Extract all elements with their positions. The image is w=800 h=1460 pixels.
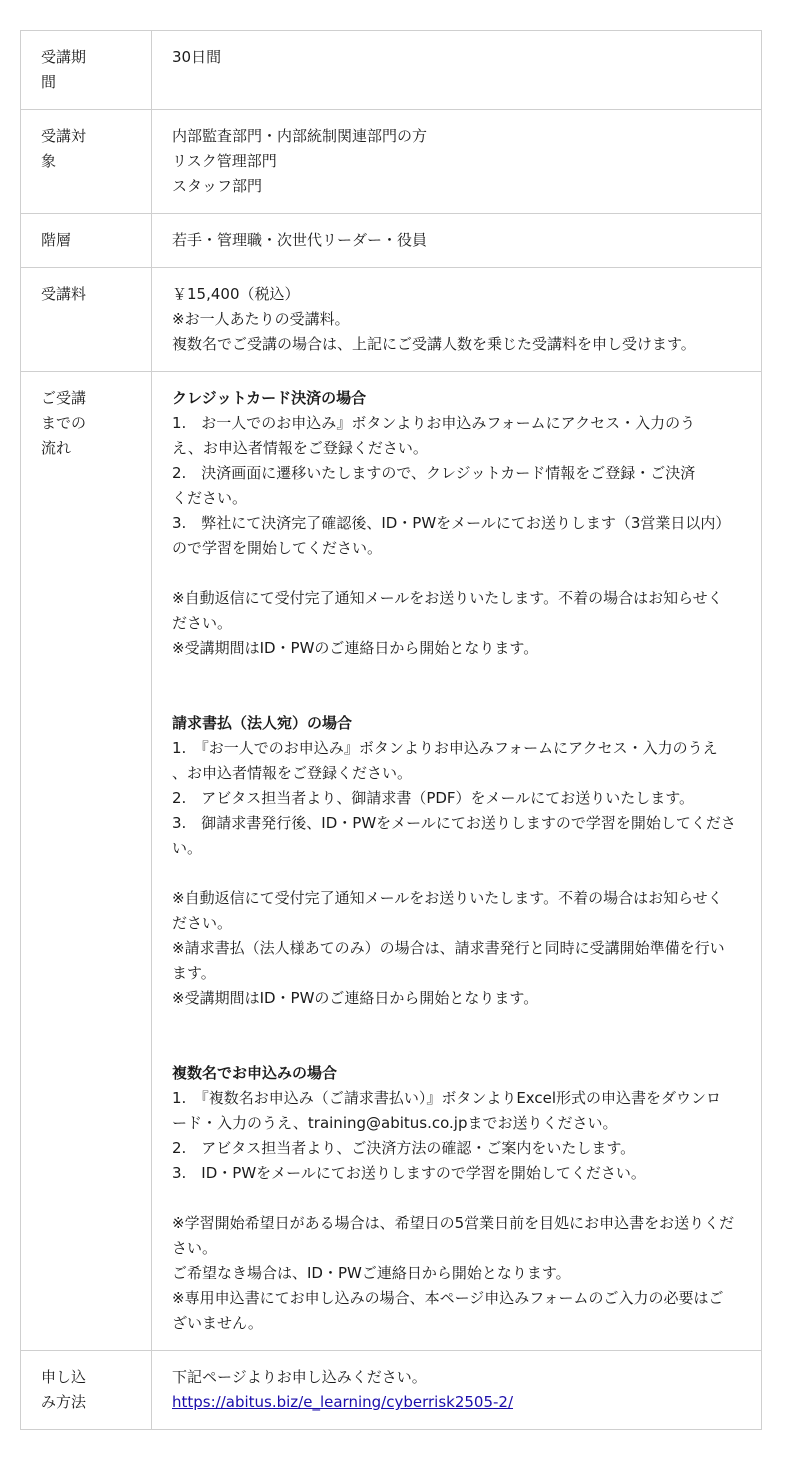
multi-step-line: 3. ID・PWをメールにてお送りしますので学習を開始してください。 [172, 1164, 646, 1182]
row-flow [21, 372, 762, 1351]
multi-step-line: 1. 『複数名お申込み（ご請求書払い）』ボタンよりExcel形式の申込書をダウンロ [172, 1089, 722, 1107]
invoice-step-line: 2. アビタス担当者より、御請求書（PDF）をメールにてお送りいたします。 [172, 789, 695, 807]
credit-card-section [172, 386, 741, 661]
flow-value-cell [152, 372, 762, 1351]
target-label-cell [21, 110, 152, 214]
fee-note: 複数名でご受講の場合は、上記にご受講人数を乗じた受講料を申し受けます。 [172, 335, 696, 353]
row-level [21, 214, 762, 268]
invoice-step-line: い。 [172, 839, 203, 857]
credit-note-line: ※受講期間はID・PWのご連絡日から開始となります。 [172, 639, 539, 657]
invoice-step-line: 1. 『お一人でのお申込み』ボタンよりお申込みフォームにアクセス・入力のうえ [172, 739, 718, 757]
invoice-note-line: ※自動返信にて受付完了通知メールをお送りいたします。不着の場合はお知らせく [172, 889, 723, 907]
invoice-section [172, 711, 741, 1011]
credit-note-line: ださい。 [172, 614, 233, 632]
target-line: リスク管理部門 [172, 152, 277, 170]
apply-link[interactable]: https://abitus.biz/e_learning/cyberrisk2505-2/ [172, 1393, 514, 1411]
apply-label-cell [21, 1351, 152, 1430]
level-label-cell [21, 214, 152, 268]
row-period [21, 31, 762, 110]
flow-label: ご受講までの流れ [41, 389, 87, 457]
credit-note-line: ※自動返信にて受付完了通知メールをお送りいたします。不着の場合はお知らせく [172, 589, 723, 607]
level-label: 階層 [41, 231, 72, 249]
multi-applicant-section [172, 1061, 741, 1336]
fee-label: 受講料 [41, 285, 87, 303]
credit-step-line: ので学習を開始してください。 [172, 539, 383, 557]
period-label: 受講期間 [41, 48, 87, 91]
multi-note-line: ※学習開始希望日がある場合は、希望日の5営業日前を目処にお申込書をお送りくだ [172, 1214, 735, 1232]
period-value-cell [152, 31, 762, 110]
target-value-cell [152, 110, 762, 214]
apply-value-cell [152, 1351, 762, 1430]
multi-note-line: さい。 [172, 1239, 218, 1257]
multi-heading: 複数名でお申込みの場合 [172, 1064, 338, 1082]
invoice-note-line: ださい。 [172, 914, 233, 932]
invoice-step-line: 、お申込者情報をご登録ください。 [172, 764, 413, 782]
period-value: 30日間 [172, 48, 222, 66]
target-line: スタッフ部門 [172, 177, 263, 195]
fee-price: ￥15,400（税込） [172, 285, 300, 303]
invoice-note-line: ※受講期間はID・PWのご連絡日から開始となります。 [172, 989, 539, 1007]
multi-note-line: ざいません。 [172, 1314, 263, 1332]
level-value-cell [152, 214, 762, 268]
row-target [21, 110, 762, 214]
invoice-heading: 請求書払（法人宛）の場合 [172, 714, 353, 732]
apply-text: 下記ページよりお申し込みください。 [172, 1368, 427, 1386]
invoice-note-line: ます。 [172, 964, 216, 982]
invoice-note-line: ※請求書払（法人様あてのみ）の場合は、請求書発行と同時に受講開始準備を行い [172, 939, 725, 957]
apply-label: 申し込み方法 [41, 1368, 87, 1411]
fee-label-cell [21, 268, 152, 372]
credit-step-line: 3. 弊社にて決済完了確認後、ID・PWをメールにてお送りします（3営業日以内） [172, 514, 731, 532]
credit-step-line: 1. お一人でのお申込み』ボタンよりお申込みフォームにアクセス・入力のう [172, 414, 696, 432]
target-label: 受講対象 [41, 127, 87, 170]
credit-step-line: 2. 決済画面に遷移いたしますので、クレジットカード情報をご登録・ご決済 [172, 464, 696, 482]
row-apply [21, 1351, 762, 1430]
invoice-step-line: 3. 御請求書発行後、ID・PWをメールにてお送りしますので学習を開始してくださ [172, 814, 736, 832]
period-label-cell [21, 31, 152, 110]
credit-step-line: え、お申込者情報をご登録ください。 [172, 439, 428, 457]
flow-label-cell [21, 372, 152, 1351]
multi-step-line: 2. アビタス担当者より、ご決済方法の確認・ご案内をいたします。 [172, 1139, 636, 1157]
multi-note-line: ご希望なき場合は、ID・PWご連絡日から開始となります。 [172, 1264, 571, 1282]
target-line: 内部監査部門・内部統制関連部門の方 [172, 127, 428, 145]
credit-step-line: ください。 [172, 489, 248, 507]
multi-step-line: ード・入力のうえ、training@abitus.co.jpまでお送りください。 [172, 1114, 618, 1132]
row-fee [21, 268, 762, 372]
fee-note: ※お一人あたりの受講料。 [172, 310, 350, 328]
course-info-table [20, 30, 762, 1430]
fee-value-cell [152, 268, 762, 372]
multi-note-line: ※専用申込書にてお申し込みの場合、本ページ申込みフォームのご入力の必要はご [172, 1289, 724, 1307]
credit-card-heading: クレジットカード決済の場合 [172, 389, 367, 407]
level-value: 若手・管理職・次世代リーダー・役員 [172, 231, 428, 249]
